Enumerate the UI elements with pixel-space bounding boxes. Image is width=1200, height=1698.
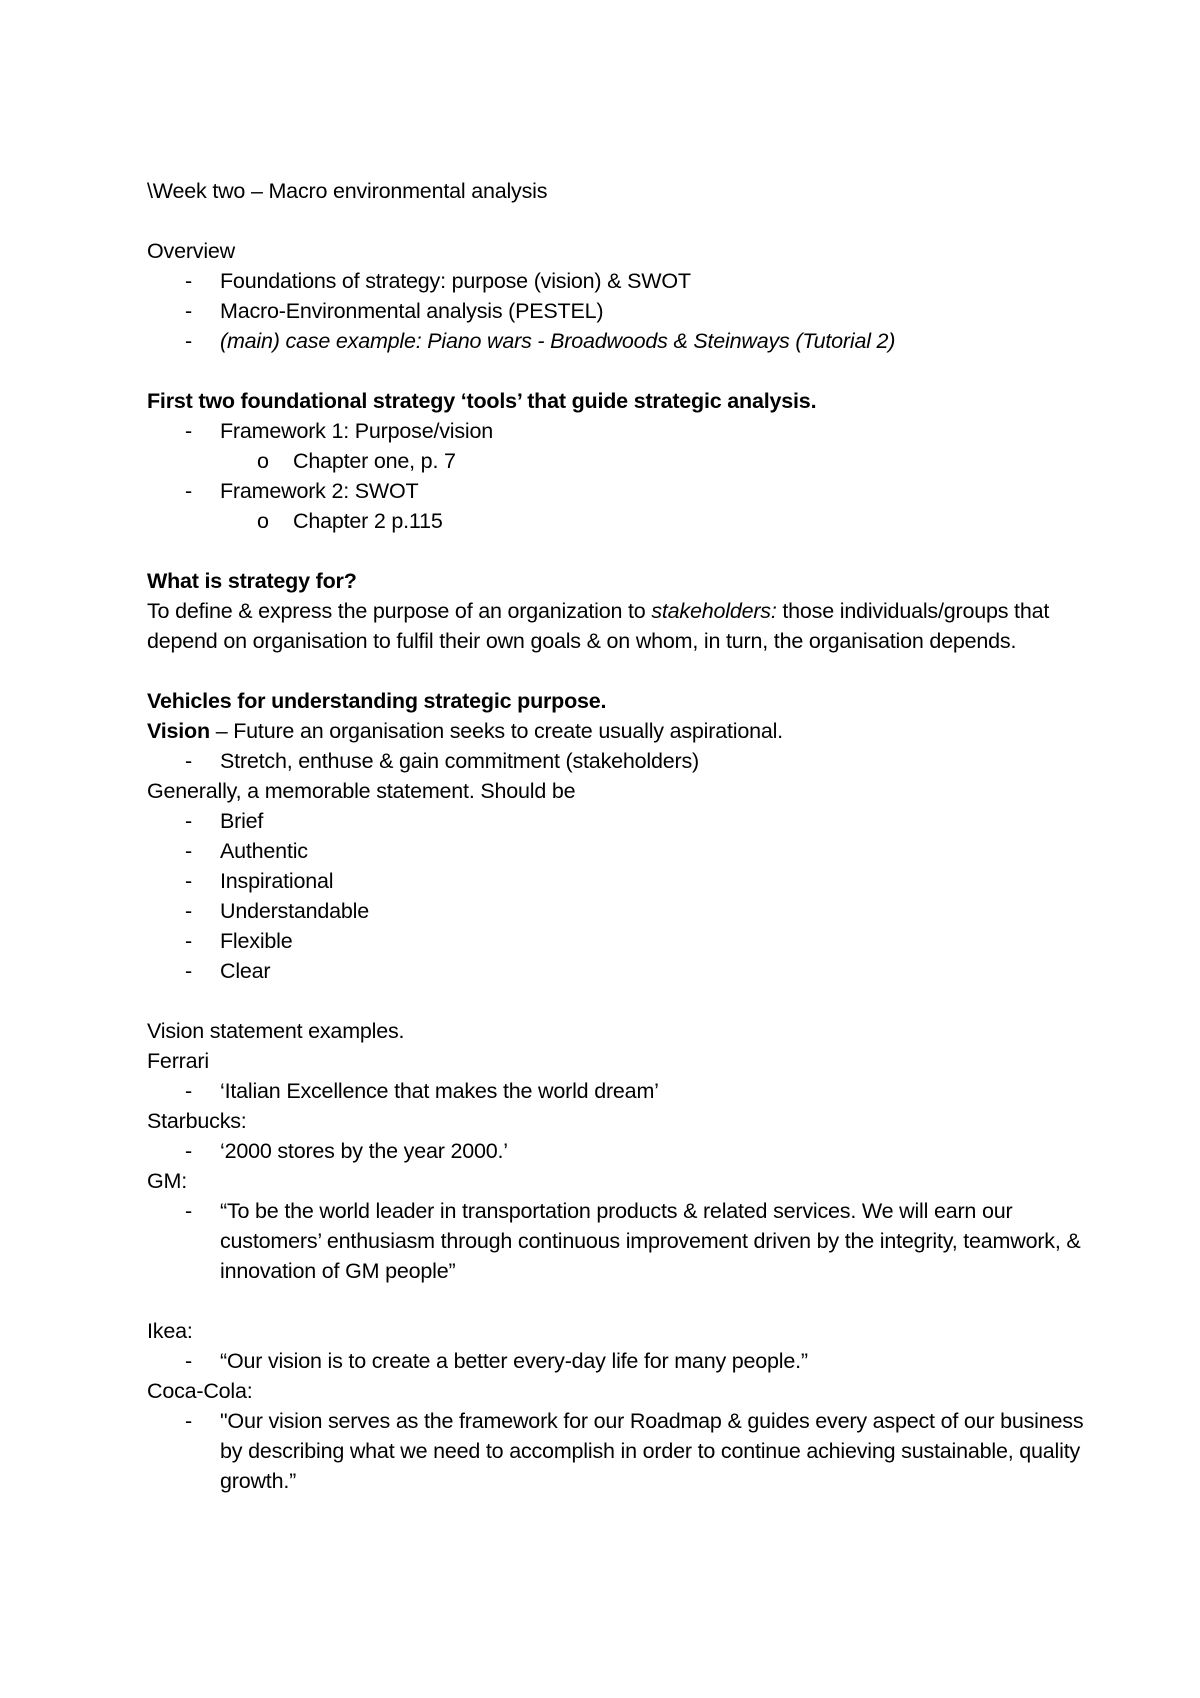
list-item: - “Our vision is to create a better every-day life for many people.” <box>185 1349 808 1373</box>
document-title: \Week two – Macro environmental analysis <box>147 179 548 203</box>
framework2-sublist <box>147 506 1087 536</box>
ferrari-label: Ferrari <box>147 1049 209 1073</box>
list-item: - “To be the world leader in transportation products & related services. We will earn our customers’ enthusiasm through continuous improvement driven by the integrity, teamwork, & innovation of GM people” <box>185 1199 1081 1283</box>
framework-list <box>147 416 1087 446</box>
list-item: - (main) case example: Piano wars - Broadwoods & Steinways (Tutorial 2) <box>185 329 896 353</box>
list-item: - Flexible <box>185 929 293 953</box>
vision-definition: Vision – Future an organisation seeks to create usually aspirational. <box>147 719 783 743</box>
generally-statement: Generally, a memorable statement. Should be <box>147 779 576 803</box>
ikea-list <box>147 1346 1087 1376</box>
sub-list-item: o Chapter one, p. 7 <box>257 449 456 473</box>
sub-list-item: o Chapter 2 p.115 <box>257 509 443 533</box>
cocacola-label: Coca-Cola: <box>147 1379 253 1403</box>
list-item: - Stretch, enthuse & gain commitment (stakeholders) <box>185 749 699 773</box>
list-item: - "Our vision serves as the framework for our Roadmap & guides every aspect of our business by describing what we need to accomplish in order to continue achieving sustainable, quality growth.” <box>185 1409 1084 1493</box>
overview-list <box>147 266 1087 356</box>
list-item: - ‘2000 stores by the year 2000.’ <box>185 1139 508 1163</box>
ferrari-list <box>147 1076 1087 1106</box>
vision-list <box>147 746 1087 776</box>
document-body <box>147 176 1087 1496</box>
list-item: - Framework 1: Purpose/vision <box>185 419 494 443</box>
list-item: - Framework 2: SWOT <box>185 479 419 503</box>
gm-label: GM: <box>147 1169 188 1193</box>
foundational-heading: First two foundational strategy ‘tools’ that guide strategic analysis. <box>147 389 817 413</box>
ikea-label: Ikea: <box>147 1319 193 1343</box>
framework-list <box>147 476 1087 506</box>
list-item: - Foundations of strategy: purpose (vision) & SWOT <box>185 269 691 293</box>
starbucks-list <box>147 1136 1087 1166</box>
list-item: - Authentic <box>185 839 308 863</box>
examples-heading: Vision statement examples. <box>147 1019 405 1043</box>
cocacola-list <box>147 1406 1087 1496</box>
strategy-for-paragraph: To define & express the purpose of an organization to stakeholders: those individuals/groups that depend on organisation to fulfil their own goals & on whom, in turn, the organisation depends. <box>147 599 1050 653</box>
starbucks-label: Starbucks: <box>147 1109 247 1133</box>
qualities-list <box>147 806 1087 986</box>
list-item: - Understandable <box>185 899 370 923</box>
overview-heading: Overview <box>147 239 236 263</box>
gm-list <box>147 1196 1087 1286</box>
list-item: - ‘Italian Excellence that makes the world dream’ <box>185 1079 659 1103</box>
list-item: - Brief <box>185 809 264 833</box>
framework1-sublist <box>147 446 1087 476</box>
list-item: - Inspirational <box>185 869 334 893</box>
list-item: - Clear <box>185 959 271 983</box>
strategy-for-heading: What is strategy for? <box>147 569 357 593</box>
list-item: - Macro-Environmental analysis (PESTEL) <box>185 299 604 323</box>
vehicles-heading: Vehicles for understanding strategic purpose. <box>147 689 607 713</box>
